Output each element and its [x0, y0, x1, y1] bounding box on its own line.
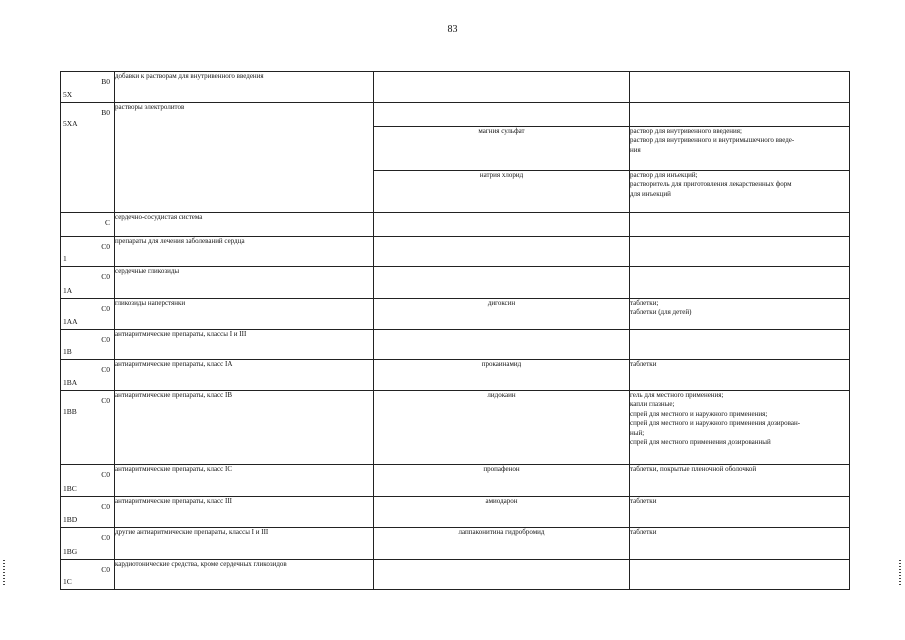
atc-code: 1BC	[63, 483, 77, 493]
atc-code-cell	[61, 299, 115, 330]
atc-description: антиаритмические препараты, классы I и III	[115, 330, 374, 360]
drug-name	[374, 560, 630, 590]
dosage-form-line: таблетки (для детей)	[630, 308, 692, 317]
atc-code-cell	[61, 360, 115, 391]
atc-code-cell	[61, 391, 115, 465]
atc-description: кардиотонические средства, кроме сердечных гликозидов	[115, 560, 374, 590]
dosage-forms	[630, 72, 850, 103]
dosage-forms	[630, 497, 850, 528]
atc-code: 1BB	[63, 407, 77, 416]
dosage-forms	[630, 171, 850, 213]
table-row	[61, 267, 850, 299]
table-row	[61, 237, 850, 267]
atc-level: C0	[101, 365, 110, 374]
atc-code: 1	[63, 253, 67, 263]
dosage-form-line: капли глазные;	[630, 400, 675, 409]
table-row	[61, 560, 850, 590]
atc-description: препараты для лечения заболеваний сердца	[115, 237, 374, 267]
drug-name	[374, 213, 630, 237]
dosage-forms	[630, 391, 850, 465]
dosage-form-line: таблетки	[630, 360, 657, 368]
atc-code-cell	[61, 465, 115, 497]
scan-edge-mark-left	[3, 560, 5, 586]
table-row	[61, 391, 850, 465]
atc-code-cell	[61, 237, 115, 267]
table-row	[61, 330, 850, 360]
atc-description: антиаритмические препараты, класс III	[115, 497, 374, 528]
atc-code: 1C	[63, 576, 72, 586]
atc-description: антиаритмические препараты, класс IB	[115, 391, 374, 465]
drug-name	[374, 330, 630, 360]
drug-name: амиодарон	[374, 497, 630, 528]
atc-level: C0	[101, 533, 110, 542]
dosage-form-line: растворитель для приготовления лекарственных форм	[630, 180, 792, 189]
dosage-forms	[630, 299, 850, 330]
drug-name: пропафенон	[374, 465, 630, 497]
dosage-form-line: гель для местного применения;	[630, 391, 724, 399]
atc-description: растворы электролитов	[115, 103, 374, 213]
atc-level: C0	[101, 335, 110, 344]
dosage-form-line: раствор для внутривенного и внутримышечного введе-	[630, 136, 795, 145]
table-row	[61, 497, 850, 528]
atc-description: антиаритмические препараты, класс IC	[115, 465, 374, 497]
atc-level: C0	[101, 470, 110, 479]
dosage-form-line: спрей для местного и наружного применения;	[630, 409, 768, 418]
atc-code: 1BA	[63, 377, 78, 387]
atc-level: C0	[101, 242, 110, 251]
atc-level: C0	[101, 502, 110, 511]
atc-level: C0	[101, 272, 110, 281]
drug-name	[374, 72, 630, 103]
dosage-form-line: спрей для местного и наружного применения дозирован-	[630, 419, 801, 428]
table-row	[61, 213, 850, 237]
drug-classification-table	[60, 71, 850, 590]
atc-code: 5XA	[63, 119, 78, 128]
dosage-forms	[630, 465, 850, 497]
atc-code-cell	[61, 72, 115, 103]
dosage-form-line: таблетки	[630, 528, 657, 536]
drug-name	[374, 103, 630, 127]
atc-level: B0	[101, 108, 110, 117]
scan-edge-mark-right	[899, 560, 901, 586]
dosage-forms	[630, 267, 850, 299]
atc-code: 5X	[63, 89, 73, 99]
dosage-forms	[630, 127, 850, 171]
atc-level: C	[104, 218, 110, 227]
dosage-forms	[630, 360, 850, 391]
dosage-form-line: таблетки;	[630, 299, 659, 307]
atc-level: B0	[101, 77, 110, 86]
dosage-form-line: таблетки, покрытые пленочной оболочкой	[630, 465, 757, 473]
dosage-form-line: ный;	[630, 428, 645, 437]
atc-level: C0	[101, 304, 110, 313]
atc-description: добавки к растворам для внутривенного введения	[115, 72, 374, 103]
atc-code: 1AA	[63, 316, 78, 326]
dosage-form-line: спрей для местного применения дозированный	[630, 438, 771, 447]
atc-description: сердечно-сосудистая система	[115, 213, 374, 237]
table-row	[61, 299, 850, 330]
drug-name: лаппаконитина гидробромид	[374, 528, 630, 560]
atc-description: сердечные гликозиды	[115, 267, 374, 299]
dosage-forms	[630, 103, 850, 127]
atc-code-cell	[61, 213, 115, 237]
dosage-form-line: раствор для внутривенного введения;	[630, 127, 742, 135]
drug-name: лидокаин	[374, 391, 630, 465]
table-row	[61, 360, 850, 391]
atc-level: C0	[101, 565, 110, 574]
atc-code-cell	[61, 267, 115, 299]
atc-description: другие антиаритмические препараты, классы I и III	[115, 528, 374, 560]
atc-code-cell	[61, 103, 115, 213]
atc-code: 1BG	[63, 546, 78, 556]
table-row	[61, 72, 850, 103]
atc-code-cell	[61, 528, 115, 560]
atc-code: 1BD	[63, 514, 78, 524]
table-row	[61, 103, 850, 127]
drug-name: дигоксин	[374, 299, 630, 330]
dosage-forms	[630, 560, 850, 590]
page-number: 83	[447, 24, 458, 35]
atc-code-cell	[61, 330, 115, 360]
table-row	[61, 465, 850, 497]
atc-code-cell	[61, 560, 115, 590]
drug-name	[374, 267, 630, 299]
dosage-forms	[630, 330, 850, 360]
dosage-forms	[630, 528, 850, 560]
atc-code: 1B	[63, 346, 72, 356]
dosage-form-line: таблетки	[630, 497, 657, 505]
atc-description: гликозиды наперстянки	[115, 299, 374, 330]
dosage-form-line: ния	[630, 145, 641, 154]
drug-name: натрия хлорид	[374, 171, 630, 213]
atc-level: C0	[101, 396, 110, 405]
drug-name	[374, 237, 630, 267]
dosage-forms	[630, 213, 850, 237]
drug-name: магния сульфат	[374, 127, 630, 171]
drug-name: прокаинамид	[374, 360, 630, 391]
atc-code: 1A	[63, 285, 73, 295]
dosage-form-line: раствор для инъекций;	[630, 171, 698, 179]
atc-code-cell	[61, 497, 115, 528]
table-row	[61, 528, 850, 560]
dosage-forms	[630, 237, 850, 267]
dosage-form-line: для инъекций	[630, 189, 671, 198]
atc-description: антиаритмические препараты, класс IA	[115, 360, 374, 391]
